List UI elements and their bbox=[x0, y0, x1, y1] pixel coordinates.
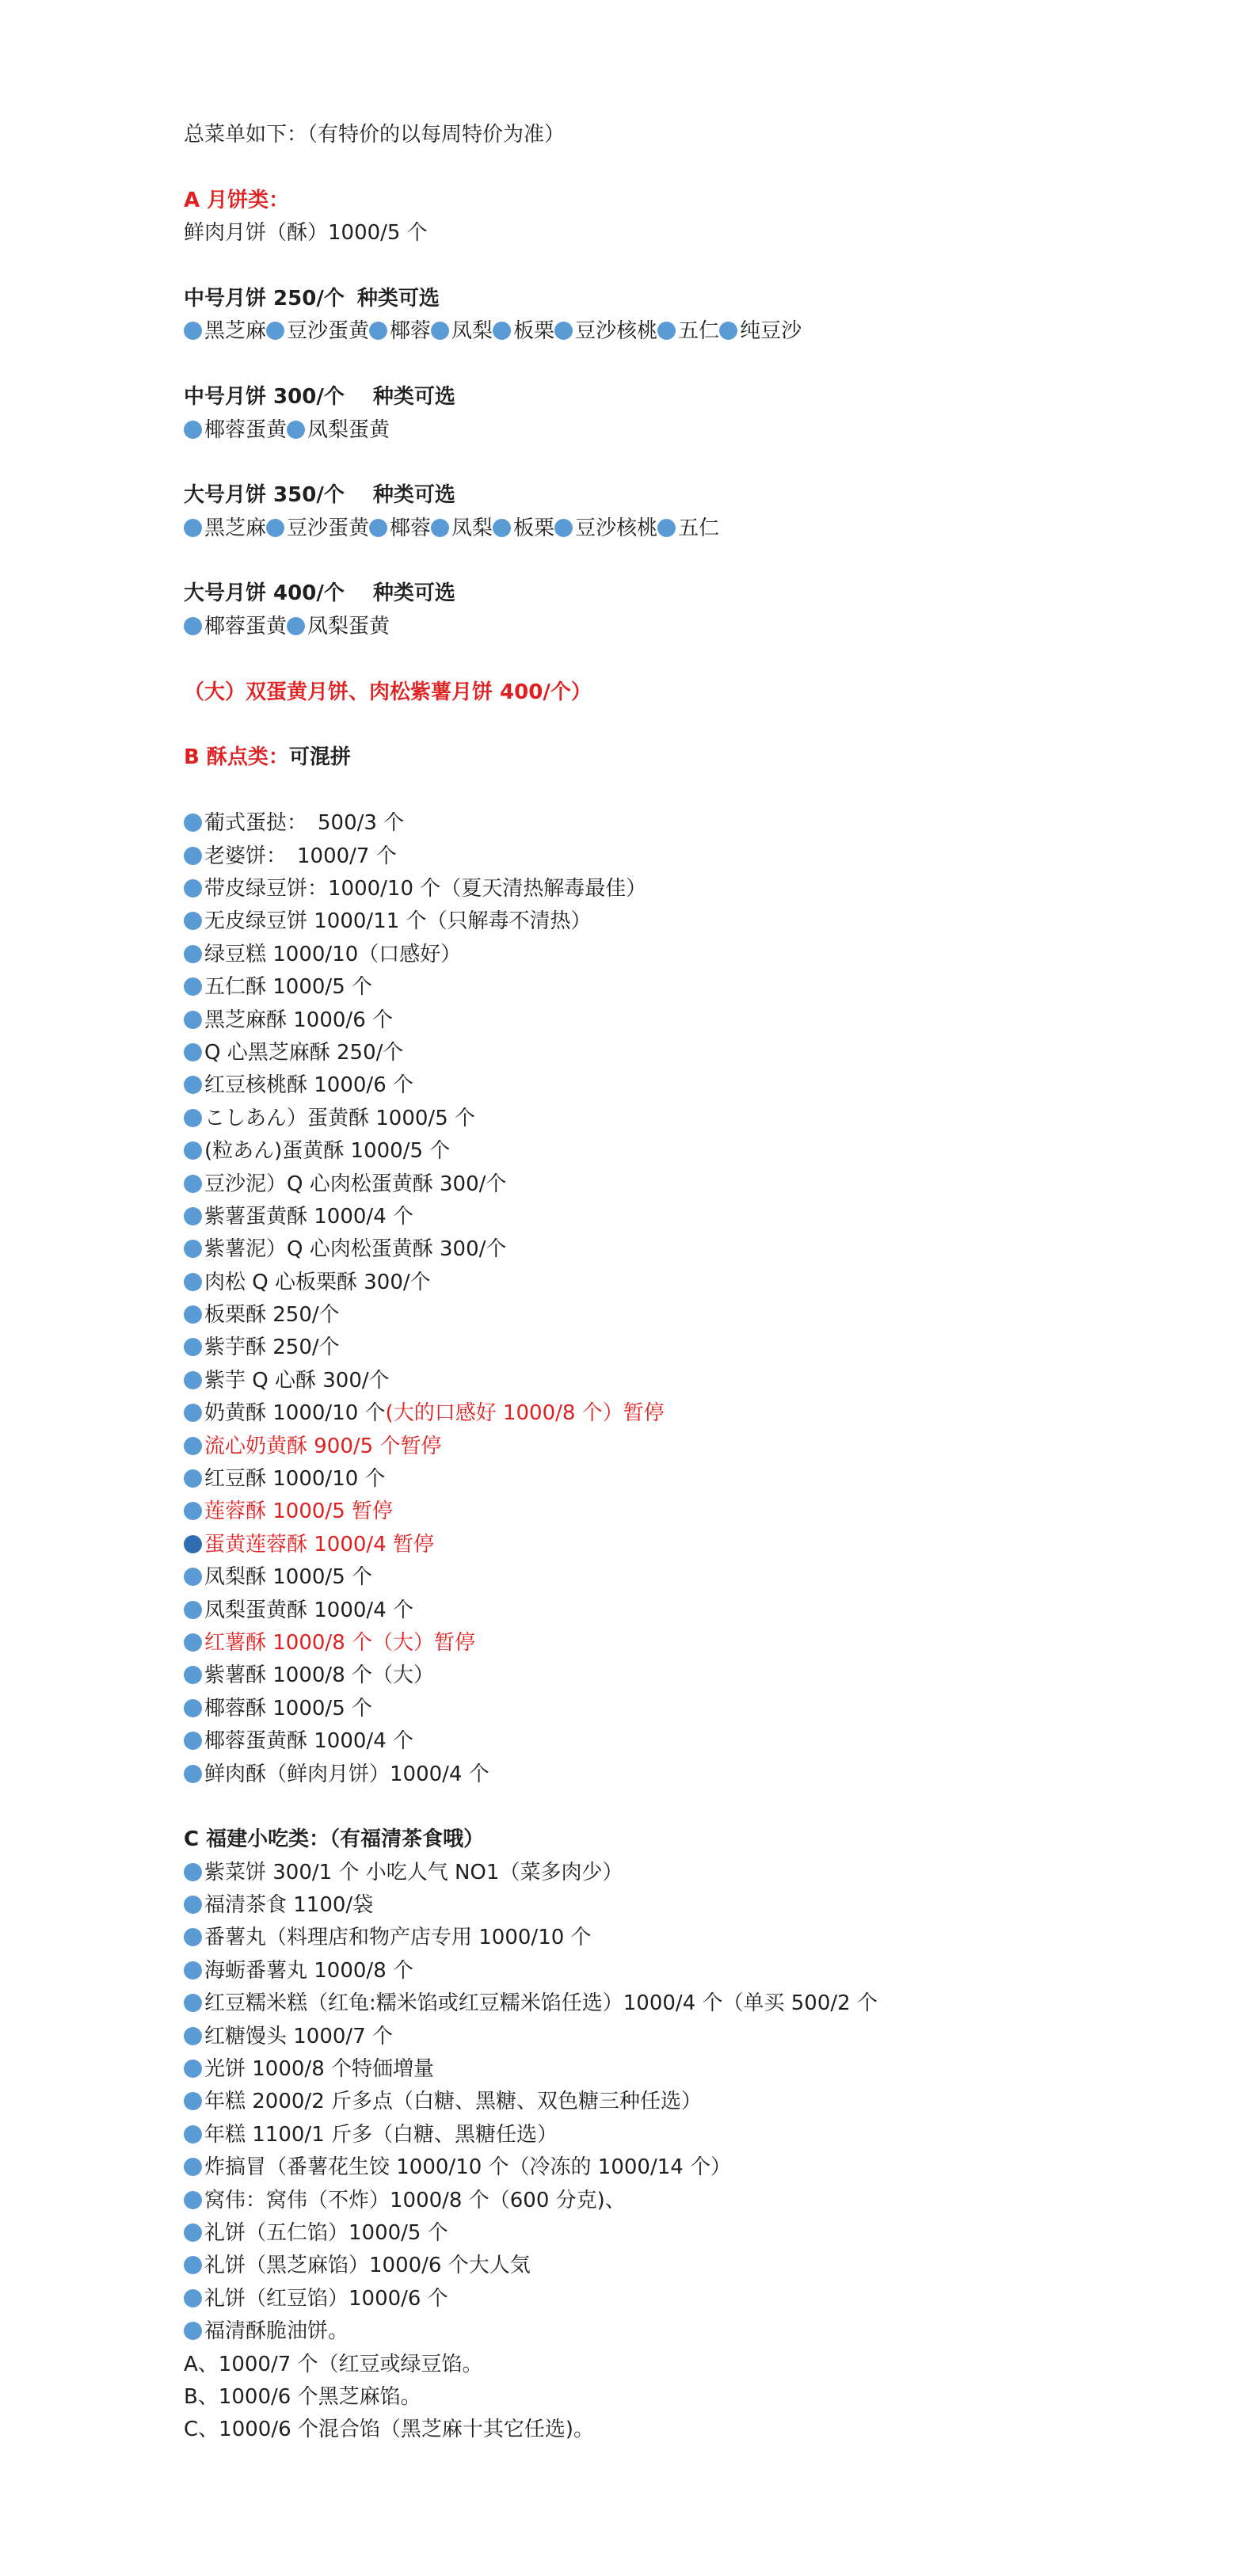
flavor-item: 凤梨蛋黄 bbox=[307, 614, 390, 638]
menu-item-text: 无皮绿豆饼 1000/11 个（只解毒不清热） bbox=[204, 909, 592, 934]
section-b-label: B 酥点类： bbox=[184, 745, 289, 770]
flavor-item: 黑芝麻 bbox=[204, 516, 267, 540]
menu-item bbox=[184, 1955, 1213, 1987]
bullet-icon bbox=[431, 519, 449, 537]
menu-item bbox=[184, 1069, 1213, 1102]
menu-item-text: 肉松 Q 心板栗酥 300/个 bbox=[204, 1270, 431, 1294]
menu-item bbox=[184, 1233, 1213, 1266]
menu-item-text: 福清酥脆油饼。 bbox=[204, 2319, 349, 2344]
bullet-icon bbox=[184, 1469, 202, 1488]
section-b-note: 可混拼 bbox=[288, 745, 351, 770]
menu-item-text: 紫薯蛋黄酥 1000/4 个 bbox=[204, 1204, 413, 1229]
menu-item-text: 福清茶食 1100/袋 bbox=[204, 1893, 374, 1918]
spacer bbox=[184, 250, 1213, 283]
spacer bbox=[184, 1791, 1213, 1823]
flavor-item: 五仁 bbox=[678, 319, 720, 344]
flavor-item: 椰蓉蛋黄 bbox=[204, 614, 288, 638]
menu-item bbox=[184, 1332, 1213, 1364]
bullet-icon bbox=[184, 2027, 202, 2045]
menu-item bbox=[184, 807, 1213, 840]
bullet-icon bbox=[184, 1043, 202, 1061]
bullet-icon bbox=[184, 1928, 202, 1946]
flavor-item: 五仁 bbox=[678, 516, 720, 540]
group-note: 种类可选 bbox=[372, 581, 455, 606]
menu-item-text: 窝伟：窝伟（不炸）1000/8 个（600 分克)、 bbox=[204, 2188, 626, 2212]
menu-item bbox=[184, 1004, 1213, 1037]
intro-line: 总菜单如下：（有特价的以每周特价为准） bbox=[184, 123, 566, 147]
menu-item bbox=[184, 1037, 1213, 1069]
bullet-icon bbox=[184, 1141, 202, 1160]
bullet-icon bbox=[184, 322, 202, 340]
bullet-icon bbox=[184, 1076, 202, 1094]
menu-item bbox=[184, 1889, 1213, 1922]
menu-item bbox=[184, 2283, 1213, 2315]
menu-item-text: 紫芋 Q 心酥 300/个 bbox=[204, 1368, 390, 1393]
spacer bbox=[184, 349, 1213, 381]
group-size-price: 大号月饼 350/个 bbox=[184, 483, 345, 508]
bullet-icon bbox=[184, 617, 202, 635]
flavor-item: 凤梨 bbox=[451, 319, 493, 344]
menu-item-text: 莲蓉酥 1000/5 暂停 bbox=[204, 1499, 393, 1524]
menu-item-paused bbox=[184, 1627, 1213, 1660]
flavor-item: 豆沙蛋黄 bbox=[287, 319, 370, 344]
menu-item bbox=[184, 1135, 1213, 1168]
menu-item bbox=[184, 840, 1213, 873]
bullet-icon bbox=[184, 1109, 202, 1127]
menu-item-text: 凤梨蛋黄酥 1000/4 个 bbox=[204, 1598, 413, 1622]
section-b-title bbox=[184, 741, 1213, 774]
bullet-icon bbox=[657, 519, 676, 537]
flavor-item: 椰蓉 bbox=[390, 516, 432, 540]
bullet-icon bbox=[184, 1666, 202, 1684]
bullet-icon bbox=[184, 912, 202, 930]
menu-item-text: 红薯酥 1000/8 个（大）暂停 bbox=[204, 1630, 475, 1655]
menu-item bbox=[184, 971, 1213, 1004]
bullet-icon bbox=[184, 1240, 202, 1258]
menu-item bbox=[184, 1693, 1213, 1725]
paused-note: (大的口感好 1000/8 个）暂停 bbox=[385, 1401, 665, 1426]
menu-item bbox=[184, 2185, 1213, 2217]
group-heading bbox=[184, 577, 1213, 610]
flavor-list bbox=[184, 414, 1213, 447]
menu-item-text: 五仁酥 1000/5 个 bbox=[204, 975, 372, 1000]
flavor-item: 纯豆沙 bbox=[740, 319, 802, 344]
section-a-fresh-meat: 鲜肉月饼（酥）1000/5 个 bbox=[184, 221, 428, 246]
bullet-icon bbox=[184, 814, 202, 832]
bullet-icon bbox=[184, 1961, 202, 1980]
spacer bbox=[184, 709, 1213, 741]
flavor-item: 椰蓉蛋黄 bbox=[204, 417, 288, 442]
bullet-icon bbox=[554, 519, 573, 537]
bullet-icon bbox=[184, 1601, 202, 1619]
menu-item-text: 礼饼（黑芝麻馅）1000/6 个大人気 bbox=[204, 2254, 531, 2278]
flavor-item: 凤梨蛋黄 bbox=[307, 417, 390, 442]
menu-item-text: 带皮绿豆饼：1000/10 个（夏天清热解毒最佳） bbox=[204, 876, 647, 901]
bullet-icon bbox=[184, 1437, 202, 1455]
menu-item bbox=[184, 1103, 1213, 1135]
bullet-icon bbox=[184, 847, 202, 865]
bullet-icon bbox=[184, 1371, 202, 1389]
menu-item bbox=[184, 873, 1213, 905]
menu-item-text: (粒あん)蛋黄酥 1000/5 个 bbox=[204, 1139, 451, 1164]
bullet-icon bbox=[266, 322, 284, 340]
menu-item bbox=[184, 2151, 1213, 2184]
menu-item-text: 紫薯泥）Q 心肉松蛋黄酥 300/个 bbox=[204, 1237, 507, 1262]
menu-item bbox=[184, 2119, 1213, 2151]
menu-item-text: 黑芝麻酥 1000/6 个 bbox=[204, 1008, 393, 1032]
section-c-title: C 福建小吃类：（有福清茶食哦） bbox=[184, 1827, 485, 1852]
bullet-icon bbox=[266, 519, 284, 537]
bullet-icon bbox=[431, 322, 449, 340]
section-a-title: A 月饼类： bbox=[184, 188, 290, 212]
bullet-icon bbox=[184, 977, 202, 996]
flavor-list bbox=[184, 315, 1213, 348]
bullet-icon bbox=[184, 1568, 202, 1586]
bullet-icon bbox=[287, 421, 305, 439]
sub-item: B、1000/6 个黑芝麻馅。 bbox=[184, 2384, 421, 2409]
bullet-icon bbox=[184, 2060, 202, 2078]
bullet-icon bbox=[184, 1011, 202, 1029]
bullet-icon bbox=[184, 1699, 202, 1717]
menu-item-text: 礼饼（五仁馅）1000/5 个 bbox=[204, 2221, 448, 2245]
bullet-icon bbox=[184, 1863, 202, 1881]
group-heading bbox=[184, 381, 1213, 413]
group-heading bbox=[184, 283, 1213, 315]
menu-item bbox=[184, 2315, 1213, 2348]
flavor-list bbox=[184, 513, 1213, 545]
bullet-icon bbox=[369, 519, 387, 537]
menu-item-text: 礼饼（红豆馅）1000/6 个 bbox=[204, 2286, 448, 2311]
menu-item-text: 椰蓉蛋黄酥 1000/4 个 bbox=[204, 1729, 413, 1754]
menu-item-paused bbox=[184, 1496, 1213, 1528]
menu-item bbox=[184, 1267, 1213, 1299]
menu-item bbox=[184, 2021, 1213, 2053]
bullet-icon bbox=[657, 322, 676, 340]
group-heading bbox=[184, 479, 1213, 512]
bullet-icon bbox=[184, 945, 202, 963]
bullet-icon bbox=[184, 519, 202, 537]
spacer bbox=[184, 151, 1213, 184]
bullet-icon bbox=[184, 1502, 202, 1520]
menu-item-text: 红豆核桃酥 1000/6 个 bbox=[204, 1073, 413, 1098]
menu-item-text: 紫薯酥 1000/8 个（大） bbox=[204, 1663, 434, 1688]
bullet-icon bbox=[184, 879, 202, 897]
bullet-icon bbox=[493, 519, 511, 537]
menu-item bbox=[184, 1857, 1213, 1889]
menu-item bbox=[184, 1922, 1213, 1954]
menu-item bbox=[184, 1595, 1213, 1627]
flavor-item: 板栗 bbox=[513, 516, 555, 540]
bullet-icon bbox=[184, 1338, 202, 1356]
menu-item-text: 板栗酥 250/个 bbox=[204, 1303, 340, 1328]
menu-item bbox=[184, 1201, 1213, 1233]
flavor-item: 豆沙蛋黄 bbox=[287, 516, 370, 540]
menu-item-text: 老婆饼： 1000/7 个 bbox=[204, 844, 397, 868]
group-note: 种类可选 bbox=[372, 483, 455, 508]
bullet-icon bbox=[184, 1535, 202, 1553]
menu-item-text: 蛋黄莲蓉酥 1000/4 暂停 bbox=[204, 1532, 434, 1557]
bullet-icon bbox=[184, 2158, 202, 2176]
bullet-icon bbox=[184, 2191, 202, 2209]
menu-item bbox=[184, 2053, 1213, 2086]
menu-item-paused bbox=[184, 1431, 1213, 1463]
bullet-icon bbox=[184, 1896, 202, 1914]
menu-item-text: 海蛎番薯丸 1000/8 个 bbox=[204, 1958, 413, 1983]
bullet-icon bbox=[184, 2289, 202, 2307]
menu-item-text: 奶黄酥 1000/10 个 bbox=[204, 1401, 386, 1426]
flavor-item: 黑芝麻 bbox=[204, 319, 267, 344]
menu-item-text: こしあん）蛋黄酥 1000/5 个 bbox=[204, 1106, 475, 1130]
menu-item bbox=[184, 2250, 1213, 2282]
menu-item-text: 鲜肉酥（鲜肉月饼）1000/4 个 bbox=[204, 1762, 489, 1786]
flavor-item: 豆沙核桃 bbox=[575, 319, 658, 344]
bullet-icon bbox=[287, 617, 305, 635]
bullet-icon bbox=[184, 1175, 202, 1193]
menu-item-text: 红糖馒头 1000/7 个 bbox=[204, 2024, 393, 2048]
menu-item-text: 番薯丸（料理店和物产店专用 1000/10 个 bbox=[204, 1926, 592, 1950]
flavor-item: 椰蓉 bbox=[390, 319, 432, 344]
bullet-icon bbox=[184, 2224, 202, 2242]
bullet-icon bbox=[184, 2322, 202, 2340]
flavor-list bbox=[184, 611, 1213, 643]
bullet-icon bbox=[554, 322, 573, 340]
menu-item bbox=[184, 939, 1213, 971]
bullet-icon bbox=[184, 1273, 202, 1291]
menu-item-text: 紫菜饼 300/1 个 小吃人气 NO1（菜多肉少） bbox=[204, 1860, 623, 1884]
menu-item-text: 葡式蛋挞： 500/3 个 bbox=[204, 811, 405, 836]
spacer bbox=[184, 643, 1213, 676]
spacer bbox=[184, 545, 1213, 577]
group-size-price: 中号月饼 300/个 bbox=[184, 385, 345, 410]
bullet-icon bbox=[184, 1633, 202, 1652]
menu-item-text: 红豆糯米糕（红龟:糯米馅或红豆糯米馅任选）1000/4 个（单买 500/2 个 bbox=[204, 1991, 878, 2016]
menu-item-text: 凤梨酥 1000/5 个 bbox=[204, 1565, 372, 1590]
bullet-icon bbox=[184, 2256, 202, 2274]
flavor-item: 凤梨 bbox=[451, 516, 493, 540]
menu-item bbox=[184, 1397, 1213, 1430]
menu-item-text: 绿豆糕 1000/10（口感好） bbox=[204, 942, 462, 966]
menu-item bbox=[184, 1365, 1213, 1397]
bullet-icon bbox=[184, 421, 202, 439]
spacer bbox=[184, 775, 1213, 807]
group-size-price: 中号月饼 250/个 bbox=[184, 286, 345, 311]
menu-item bbox=[184, 1759, 1213, 1791]
bullet-icon bbox=[184, 1305, 202, 1324]
menu-item-text: 年糕 2000/2 斤多点（白糖、黑糖、双色糖三种任选） bbox=[204, 2090, 702, 2114]
bullet-icon bbox=[184, 1404, 202, 1422]
group-note: 种类可选 bbox=[356, 286, 440, 311]
menu-item bbox=[184, 1725, 1213, 1758]
bullet-icon bbox=[184, 1732, 202, 1750]
bullet-icon bbox=[719, 322, 737, 340]
menu-item bbox=[184, 1561, 1213, 1594]
sub-item: C、1000/6 个混合馅（黑芝麻十其它任选)。 bbox=[184, 2418, 595, 2442]
bullet-icon bbox=[369, 322, 387, 340]
flavor-item: 板栗 bbox=[513, 319, 555, 344]
menu-item bbox=[184, 2217, 1213, 2250]
menu-item bbox=[184, 1463, 1213, 1496]
bullet-icon bbox=[493, 322, 511, 340]
menu-item bbox=[184, 1168, 1213, 1201]
menu-item bbox=[184, 1299, 1213, 1332]
menu-item bbox=[184, 905, 1213, 938]
menu-item-paused bbox=[184, 1529, 1213, 1561]
menu-item-text: 红豆酥 1000/10 个 bbox=[204, 1467, 386, 1492]
menu-item-text: 椰蓉酥 1000/5 个 bbox=[204, 1696, 372, 1721]
flavor-item: 豆沙核桃 bbox=[575, 516, 658, 540]
bullet-icon bbox=[184, 1994, 202, 2012]
menu-item-text: 年糕 1100/1 斤多（白糖、黑糖任选） bbox=[204, 2122, 558, 2147]
menu-item bbox=[184, 1987, 1213, 2020]
bullet-icon bbox=[184, 1207, 202, 1225]
menu-item bbox=[184, 2086, 1213, 2118]
menu-item bbox=[184, 1660, 1213, 1692]
sub-item: A、1000/7 个（红豆或绿豆馅。 bbox=[184, 2352, 483, 2376]
menu-item-text: 紫芋酥 250/个 bbox=[204, 1336, 340, 1360]
bullet-icon bbox=[184, 2125, 202, 2143]
menu-item-text: 光饼 1000/8 个特価増量 bbox=[204, 2057, 434, 2082]
menu-item-text: Q 心黑芝麻酥 250/个 bbox=[204, 1040, 404, 1065]
menu-item-text: 流心奶黄酥 900/5 个暂停 bbox=[204, 1434, 442, 1458]
menu-item-text: 炸搞冒（番薯花生饺 1000/10 个（冷冻的 1000/14 个） bbox=[204, 2155, 732, 2180]
special-mooncake-line: （大）双蛋黄月饼、肉松紫薯月饼 400/个） bbox=[184, 680, 592, 704]
spacer bbox=[184, 447, 1213, 479]
bullet-icon bbox=[184, 2092, 202, 2110]
group-note: 种类可选 bbox=[372, 385, 455, 410]
group-size-price: 大号月饼 400/个 bbox=[184, 581, 345, 606]
bullet-icon bbox=[184, 1765, 202, 1783]
menu-item-text: 豆沙泥）Q 心肉松蛋黄酥 300/个 bbox=[204, 1172, 507, 1196]
